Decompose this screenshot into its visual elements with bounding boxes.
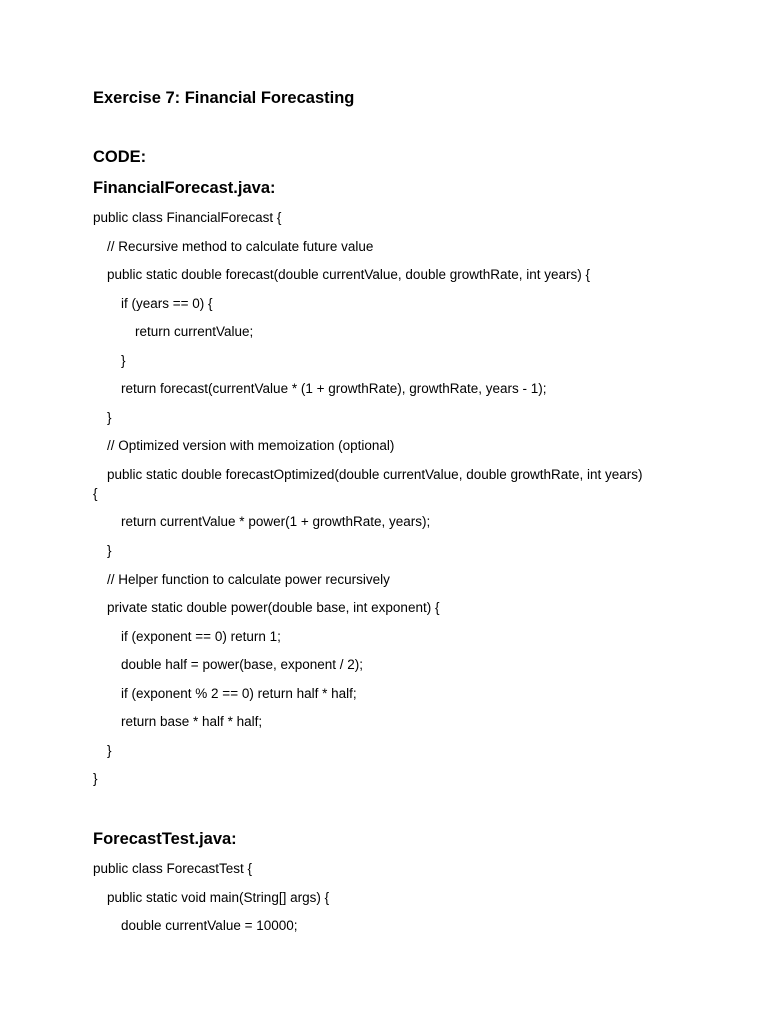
code-line: } — [93, 771, 98, 786]
code-comment: // Optimized version with memoization (optional) — [107, 438, 395, 453]
code-line: public class FinancialForecast { — [93, 210, 282, 225]
code-line: return forecast(currentValue * (1 + growthRate), growthRate, years - 1); — [121, 381, 547, 396]
code-label: CODE: — [93, 148, 147, 166]
code-line: } — [107, 543, 112, 558]
section-filename: FinancialForecast.java: — [93, 179, 276, 197]
code-line: } — [107, 743, 112, 758]
code-comment: // Recursive method to calculate future value — [107, 239, 374, 254]
code-line: return base * half * half; — [121, 714, 263, 729]
code-line: return currentValue; — [135, 324, 254, 339]
code-line: { — [93, 486, 98, 501]
code-line: private static double power(double base, int exponent) { — [107, 600, 440, 615]
code-line: if (exponent % 2 == 0) return half * half; — [121, 686, 357, 701]
code-line: return currentValue * power(1 + growthRate, years); — [121, 514, 431, 529]
document-title: Exercise 7: Financial Forecasting — [93, 89, 355, 107]
code-line: if (years == 0) { — [121, 296, 213, 311]
code-comment: // Helper function to calculate power recursively — [107, 572, 390, 587]
section-filename: ForecastTest.java: — [93, 830, 237, 848]
code-line: public static double forecast(double currentValue, double growthRate, int years) { — [107, 267, 591, 282]
code-line: if (exponent == 0) return 1; — [121, 629, 281, 644]
code-line: double half = power(base, exponent / 2); — [121, 657, 364, 672]
code-line: double currentValue = 10000; — [121, 918, 298, 933]
code-line: public class ForecastTest { — [93, 861, 253, 876]
code-line: public static double forecastOptimized(double currentValue, double growthRate, int years) — [107, 467, 643, 482]
code-line: } — [121, 353, 126, 368]
code-line: } — [107, 410, 112, 425]
code-line: public static void main(String[] args) { — [107, 890, 330, 905]
